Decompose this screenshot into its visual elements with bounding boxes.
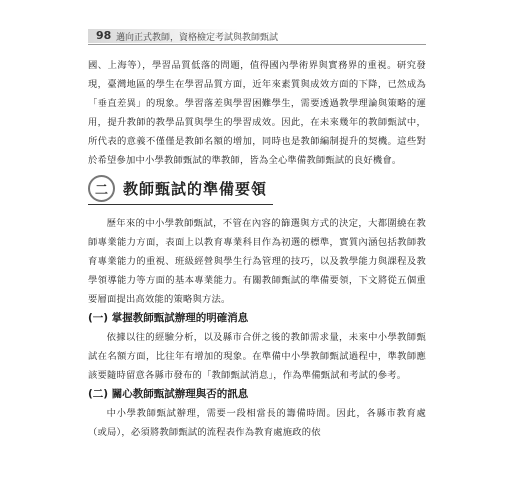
subheading-1: (一) 掌握教師甄試辦理的明確消息 (88, 312, 249, 324)
subheading-2: (二) 關心教師甄試辦理與否的訊息 (88, 388, 249, 400)
section-title: 教師甄試的準備要領 (123, 179, 268, 198)
page-number: 98 (96, 29, 112, 42)
body-paragraph-3: 依據以往的經驗分析，以及縣市合併之後的教師需求量，未來中小學教師甄試在名額方面，比往年有增加的現象。在準備中小學教師甄試過程中，準教師應該要隨時留意各縣市發布的「教師甄試消息」，作為準備甄試和考試的參考。 (88, 332, 426, 381)
body-paragraph-4: 中小學教師甄試辦理，需要一段相當長的籌備時間。因此，各縣市教育處（或局），必須將教師甄試的流程表作為教育處施政的依 (88, 408, 426, 438)
section-heading (88, 173, 267, 203)
section-number-badge: 二 (88, 175, 115, 202)
body-paragraph-1: 國、上海等），學習品質低落的問題，值得國內學術界與實務界的重視。研究發現，臺灣地區的學生在學習品質方面，近年來素質與成效方面的下降，已然成為「垂直差異」的現象。學習落差與學習困難學生，需要透過教學理論與策略的運用，提升教師的教學品質與學生的學習成效。因此，在未來幾年的教師甄試中，所代表的意義不僅僅是教師名額的增加，同時也是教師編制提升的契機。這些對於希望參加中小學教師甄試的準教師，皆為全心準備教師甄試的良好機會。 (88, 60, 426, 166)
header-rule (88, 44, 426, 45)
section-underline (88, 204, 273, 205)
running-title: 邁向正式教師，資格檢定考試與教師甄試 (116, 33, 279, 43)
page-header (88, 30, 426, 46)
body-paragraph-2: 歷年來的中小學教師甄試，不管在內容的篩選與方式的決定，大都圍繞在教師專業能力方面，表面上以教育專業科目作為初選的標準，實質內涵包括教師教育專業能力的重視、班級經營與學生行為管理的技巧，以及教學能力與課程及教學領導能力等方面的基本專業能力。有關教師甄試的準備要領，下文將從五個重要層面提出高效能的策略與方法。 (88, 218, 426, 305)
